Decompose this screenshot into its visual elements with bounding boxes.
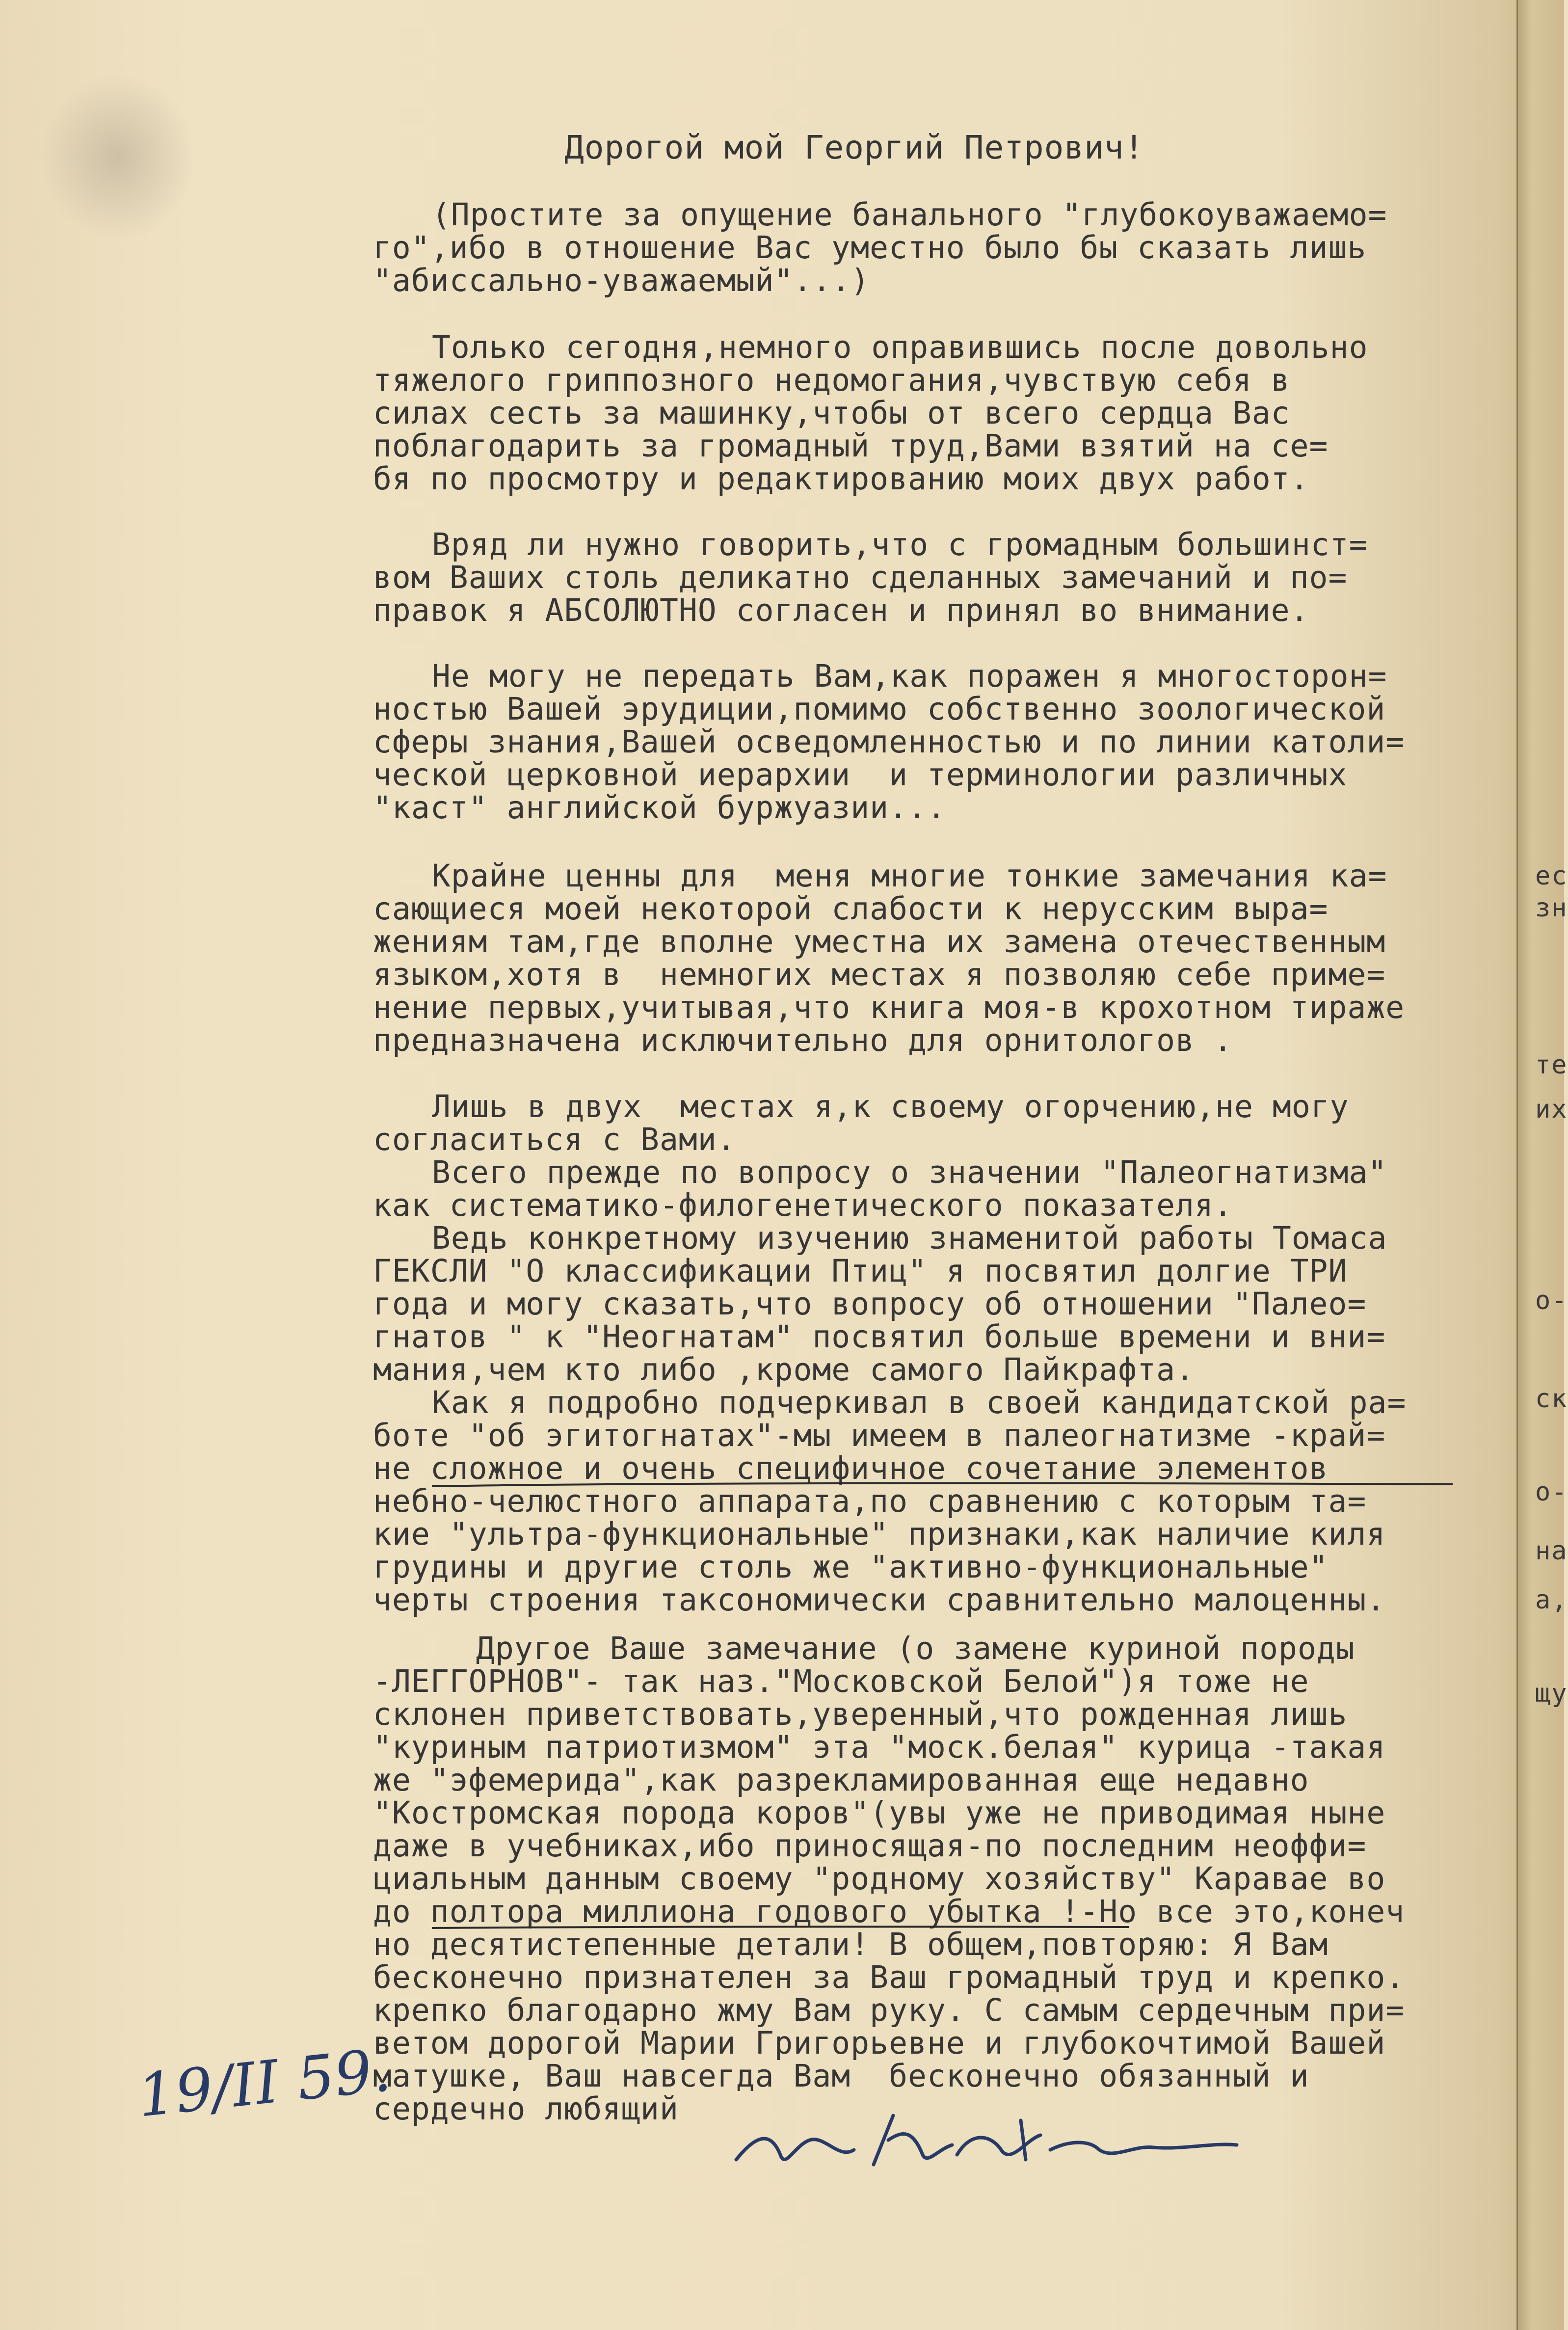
text-line: кие "ультра-функциональные" признаки,как наличие киля <box>373 1516 1386 1552</box>
text-line: Не могу не передать Вам,как поражен я многосторон= <box>432 658 1387 694</box>
text-line: небно-челюстного аппарата,по сравнению с которым та= <box>373 1483 1367 1519</box>
margin-fragment: а, <box>1535 1585 1568 1615</box>
text-line: Крайне ценны для меня многие тонкие замечания ка= <box>432 858 1387 894</box>
text-line: ческой церковной иерархии и терминологии различных <box>373 757 1348 793</box>
text-line: правок я АБСОЛЮТНО согласен и принял во внимание. <box>373 592 1309 628</box>
text-line: крепко благодарно жму Вам руку. С самым сердечным при= <box>373 1992 1405 2028</box>
text-line: черты строения таксономически сравнительно малоценны. <box>373 1582 1386 1618</box>
text-line: предназначена исключительно для орнитологов . <box>373 1022 1233 1058</box>
text-line: года и могу сказать,что вопросу об отношении "Палео= <box>373 1286 1367 1322</box>
text-line: Ведь конкретному изучению знаменитой работы Томаса <box>432 1220 1387 1256</box>
text-line: Как я подробно подчеркивал в своей кандидатской ра= <box>432 1385 1407 1420</box>
margin-fragment: их <box>1535 1095 1568 1124</box>
text-line: сферы знания,Вашей осведомленностью и по линии католи= <box>373 724 1405 760</box>
margin-fragment: на <box>1535 1536 1568 1566</box>
text-line: Лишь в двух местах я,к своему огорчению,не могу <box>432 1089 1349 1125</box>
text-line: "абиссально-уважаемый"...) <box>373 263 870 298</box>
text-line: языком,хотя в немногих местах я позволяю себе приме= <box>373 957 1386 992</box>
margin-fragment: о- <box>1535 1477 1568 1507</box>
text-line: го",ибо в отношение Вас уместно было бы сказать лишь <box>373 230 1367 266</box>
margin-fragment: зн <box>1535 893 1568 923</box>
text-line: но десятистепенные детали! В общем,повторяю: Я Вам <box>373 1927 1329 1962</box>
text-line: склонен приветствовать,уверенный,что рожденная лишь <box>373 1696 1348 1732</box>
text-line: бесконечно признателен за Ваш громадный труд и крепко. <box>373 1959 1405 1995</box>
text-line: циальным данным своему "родному хозяйству" Каравае во <box>373 1861 1386 1897</box>
text-line: силах сесть за машинку,чтобы от всего сердца Вас <box>373 395 1290 431</box>
margin-fragment: ес <box>1535 861 1568 891</box>
text-line: "Костромская порода коров"(увы уже не приводимая ныне <box>373 1795 1386 1831</box>
margin-fragment: те <box>1535 1050 1568 1080</box>
text-line: сердечно любящий <box>373 2091 679 2127</box>
margin-fragment: ск <box>1535 1384 1568 1414</box>
text-line: ветом дорогой Марии Григорьевне и глубокочтимой Вашей <box>373 2025 1386 2061</box>
margin-fragment: о- <box>1535 1286 1568 1315</box>
text-line: вом Ваших столь деликатно сделанных замечаний и по= <box>373 560 1348 595</box>
text-line: тяжелого гриппозного недомогания,чувствую себя в <box>373 362 1290 398</box>
text-line: матушке, Ваш навсегда Вам бесконечно обязанный и <box>373 2058 1309 2094</box>
margin-fragment: щу <box>1535 1679 1568 1708</box>
text-line: сающиеся моей некоторой слабости к нерусским выра= <box>373 891 1329 927</box>
text-line: даже в учебниках,ибо приносящая-по последним неоффи= <box>373 1828 1367 1864</box>
text-line: грудины и другие столь же "активно-функциональные" <box>373 1549 1329 1585</box>
text-line: нение первых,учитывая,что книга моя-в крохотном тираже <box>373 990 1405 1025</box>
text-line: -ЛЕГГОРНОВ"- так наз."Московской Белой")я тоже не <box>373 1663 1309 1699</box>
text-line: "куриным патриотизмом" эта "моск.белая" курица -такая <box>373 1729 1386 1765</box>
text-line: Вряд ли нужно говорить,что с громадным большинст= <box>432 527 1368 562</box>
text-line: согласиться с Вами. <box>373 1122 736 1157</box>
text-line: гнатов " к "Неогнатам" посвятил больше времени и вни= <box>373 1319 1386 1355</box>
text-line: "каст" английской буржуазии... <box>373 790 946 826</box>
text-line: ностью Вашей эрудиции,помимо собственно зоологической <box>373 691 1386 727</box>
text-line: мания,чем кто либо ,кроме самого Пайкрафта. <box>373 1352 1195 1388</box>
text-line: жениям там,где вполне уместна их замена отечественным <box>373 924 1386 960</box>
text-line: Только сегодня,немного оправившись после довольно <box>432 329 1368 365</box>
text-line: поблагодарить за громадный труд,Вами взятий на се= <box>373 428 1329 464</box>
text-line: Другое Ваше замечание (о замене куриной породы <box>476 1631 1355 1666</box>
handwritten-date: 19/II 59. <box>134 2036 394 2131</box>
text-line: Всего прежде по вопросу о значении "Палеогнатизма" <box>432 1154 1387 1190</box>
text-line: ГЕКСЛИ "О классификации Птиц" я посвятил долгие ТРИ <box>373 1253 1348 1289</box>
text-line: боте "об эгитогнатах"-мы имеем в палеогнатизме -край= <box>373 1418 1386 1453</box>
handwritten-signature <box>726 2101 1247 2184</box>
text-line: бя по просмотру и редактированию моих двух работ. <box>373 461 1309 497</box>
text-line: (Простите за опущение банального "глубокоуважаемо= <box>432 197 1387 233</box>
text-line: до полтора миллиона годового убытка !-Но все это,конеч <box>373 1894 1405 1929</box>
text-line: не сложное и очень специфичное сочетание элементов <box>373 1450 1329 1486</box>
greeting: Дорогой мой Георгий Петрович! <box>564 129 1144 166</box>
text-line: же "эфемерида",как разрекламированная еще недавно <box>373 1762 1309 1798</box>
text-line: как систематико-филогенетического показателя. <box>373 1187 1233 1223</box>
